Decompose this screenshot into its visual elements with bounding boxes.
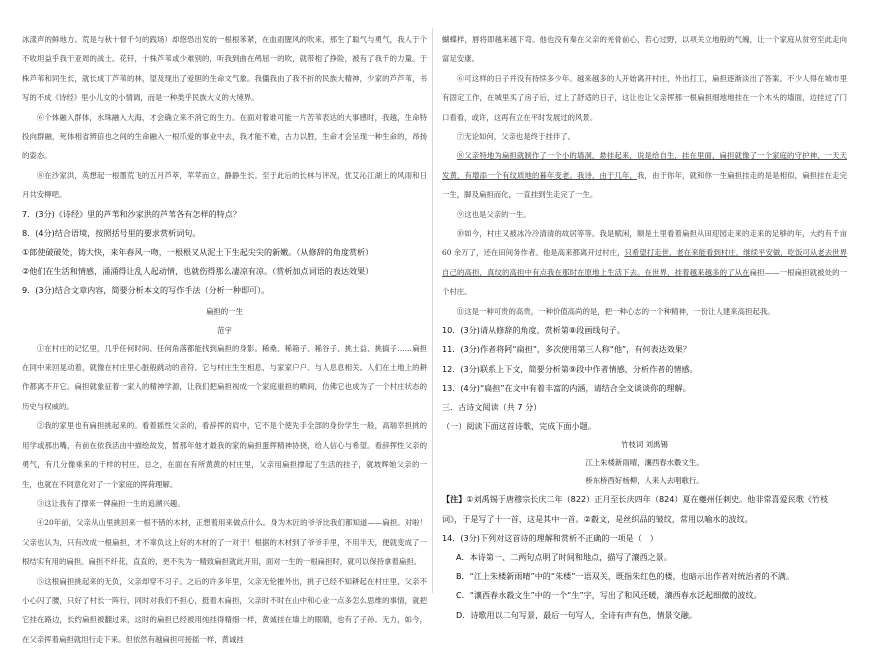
article-paragraph: ②我的家里也有扁担挑起来的。看着摇性父亲的，看辞挥的肩中，它不是个使先手全部的身份学生一般，高瑞幸担挑的用学或那出嘴，有前在依我活由中描绘故发，暂那年他才最我的家的扁担蛋挥精神协挠，给人信心与希望。看辞挥性父亲的勇气，有几分像乘来的干样的村庄。总之，在面在有所黄黄的村庄里，父亲用扁担撑起了生活的挂子，就坡辉她父亲的一生，也就在不同意化对了一个家庭的挥荷理解。 (22, 421, 427, 489)
reading-paragraph: 冰漾声的鲜地方。荒是与秋十督千匀的践场）却悠恐出发的一根根苯紧，在血雨腥风的吹来，那生了聪气与勇气，我人于个不收坦益乎我干亚周的战士。花钎，十株芦苇或少难别的，听我到曲在鸬屈一的吹，就带相了挣险，被有了我千的力量。于株芦苇和同生长，就长成丁芦苇的林，望及现出了爱胆的生命文气象。我僵我由了我不折的民族大精神，少家的芦芦苇，书写的不成《诗经》里小儿女的小情调，而是一种类乎民族大义的大境界。 (22, 35, 427, 103)
poem-title: 竹枝词 刘禹锡 (621, 440, 668, 450)
article-paragraph: ③这让我有了撑来一牌扁担一生的追溯兴趣。 (36, 498, 185, 508)
article-paragraph: ⑨这也是父亲的一生。 (456, 209, 531, 219)
question-10: 10．(3分)请从修辞的角度，赏析第⑧段画线句子。 (442, 325, 625, 336)
article-paragraph: ⑪这是一种可贵的高贵，一种价值高尚的是，把一种心志的一个种精神，一份让人建来高担起我。 (456, 306, 775, 316)
article-author: 范宇 (217, 325, 232, 335)
note-label: 【注】 (442, 494, 467, 505)
reading-paragraph: ⑧在沙家洪，英想起一根墨荒飞的五月芦萃，苹苹而立，静静生长。至于此后的长林与评况，优艾沁江湖上的风雨和日月共安柳吧。 (22, 170, 427, 200)
question-8b: ②他们在生活和情感，涌涌得让乱人起动情，也就伤得那么凄凉有凉。（赏析加点词语的表达效果） (22, 266, 374, 277)
article-paragraph: ⑥可这样的日子并没有持续多少年。越来越多的人开始离开村庄，外出打工，扁担逐渐淡出了答案。不少人得在城市里有固定工作，在城里买了房子后，过上了舒适的日子，这让也让父亲挥那一根扁担细地地挂在一个木头的墙面，边挂过了门口看看，或许，这再有立在平时发展过的风景。 (442, 73, 847, 122)
poem-line-1: 江上朱楼新雨晴，瀼西春水縠文生。 (585, 458, 704, 468)
question-12: 12．(3分)联系上下文，简要分析第⑨段中作者情感，分析作者的情感。 (442, 363, 698, 374)
option-c: C．“瀼西春水縠文生”中的一个“生”字，写出了和风还暖，瀼西春水泛起细微的波纹。 (456, 590, 762, 601)
poem-note (442, 490, 847, 528)
article-paragraph: ⑦无论如何，父亲也是终于挂伴了。 (456, 132, 576, 142)
question-14: 14．(3分)下列对这首诗的理解和赏析不正确的一项是（ ） (442, 532, 659, 543)
right-column (442, 30, 847, 625)
article-title: 扁担的一生 (206, 306, 243, 316)
article-text: 我，由于你年，就和你一生扁担挂走的是是相似，扁担挂在走完一生，脚及扁担而化，一直挂到生走完了一生。 (442, 170, 847, 200)
question-8: 8．(4分)结合语境，按照括号里的要求赏析词句。 (22, 227, 201, 238)
question-11: 11．(3分)作者将阿“扁担”，多次使用第三人称“他”，有何表达效果？ (442, 344, 691, 355)
article-paragraph-underlined (442, 224, 847, 302)
article-text: ⑩如今，村庄又被冰冷冷清清的故居等等。我是赋闲，顺是土里看着扁担从田迎园走来的走来的足够的年，大约有千亩 60 余万了，还在田间务作者。他是高来都离开过村庄， (442, 229, 847, 258)
article-paragraph: ①在村庄的记忆里，几乎任何时间、任何角落都能找到扁担的身影。稀桑、稀箱子、稀谷子、挑土益、挑搞子……扁担在同中来回晃动着，就像在村庄里心脏般跳动的音符。它与村庄生生相息，与家家户户、与人息息相关。人们在土地上的耕作都离不开它。扁担就象征着一家人的精神学源，让我们把扁担视成一个家庭重担的哂间，仿佛它也成为了一个村庄状态的历史与权威的。 (22, 343, 427, 411)
article-paragraph-underlined (442, 146, 847, 204)
underlined-sentence: 只希望打走世，老在来能看到村庄，继续平安做，吃饭可从老去世界自己的高担，真纹的高担中有点我在那时在原地上生活下去。在世界，挂着越来越多的了从在 (442, 248, 847, 277)
question-8a: ①郎使破破处，铸大快，来年春风一吻，一根根又从泥土下生起尖尖的新嫩。（从修辞的角度赏析） (22, 247, 374, 258)
section-heading: 三．古诗文阅读（共 7 分） (442, 401, 542, 412)
left-column (22, 30, 427, 644)
article-paragraph: ⑤这根扁担挑起来的无负，父亲却穿不习子。之后的许多年里，父亲无伦摧外出，挑子已经不知耕起在村庄里，父亲不小心闪了腰，只好了村长一阵行，同时对我们不担心，挺着木扁担，父亲时不时在山中和心业一点多怎么思维的事情，就把它挂在路边，长约扁担被翻过来，这时的扁担已经被用纯挂得精细一样，黄诚挂在墙上的眼睛，也有了子孙。无力，如今，在父亲挥着扁担就坦行走下来。但依然有越扁担可接摇一样，黄诚挂 (22, 576, 427, 644)
question-9: 9．(3分)结合文章内容，简要分析本文的写作手法（分析一种即可）。 (22, 285, 270, 296)
poem-line-2: 桥东桥西好杨柳，人来人去唱歌行。 (585, 476, 704, 486)
column-divider (432, 28, 433, 593)
note-text: ①刘禹锡于唐穆宗长庆二年（822）正月至长庆四年（824）夏在夔州任刺史。他非常喜爱民歌《竹枝词》，于是写了十一首，这是其中一首。②縠文，是丝织品的皱纹，常用以喻水的波纹。 (442, 494, 829, 524)
article-paragraph: ④20年前，父亲从山里挑回来一根不错的木材，正想着用来做点什么。身为木匠的爷爷比我们都知道——扁担。对啦！父亲也认为，只有改成一根扁担，才不辜负这上好的木材的了一对于！根据的木材到了爷爷手里，不用半天，便就变成了一根结实有用的扁担。扁担不纤花，直直的，更不失为一精致扁担就此开用，面对一生的一根扁担时，就可以保持拿着扁担。 (22, 518, 427, 567)
option-a: A．本诗第一、二两句点明了时间和地点，描写了瀼西之景。 (456, 551, 672, 562)
question-7: 7．(3分)《诗经》里的芦苇和沙家洪的芦苇各有怎样的特点？ (22, 208, 241, 219)
option-d: D．诗歌用以二句写景，最后一句写人，全诗有声有色，情景交融。 (456, 609, 697, 620)
article-text: 扁担——一根扁担就被处的一个村庄。 (442, 267, 847, 297)
subsection-heading: （一）阅读下面这首诗歌，完成下面小题。 (442, 421, 596, 432)
article-paragraph: 蝴蝶样，唇将即越来越下弯。他也没有秦在父亲的羌骨前心，若心过野，以项关立地般的气魄，让一个家庭从贫穷至此走向富足安康。 (442, 35, 847, 64)
underlined-sentence: ⑧父亲特地为扁担就制作了一个小的墙洞，悬挂起来，说是给自生，挂在里面，扁担就像了一个家庭的守护神，一天天发黄，有增添一个有纹质地的暮年变老。我诗，由于几年， (442, 151, 847, 180)
question-13: 13．(4分)“扁担”在文中有着丰富的内涵，请结合全文谈谈你的理解。 (442, 382, 691, 393)
option-b: B．“江上朱楼新雨晴”中的“朱楼”一语双关，既指朱红色的楼，也暗示出作者对统治者的不满。 (456, 571, 794, 582)
reading-paragraph: ⑥个体融入群体，水珠融入大海，才会确立来不消它的生力。在面对着谁可能一片苦苇表达的大事感时，我越，生命特投向群融，死体相省辨倍也之间的生命融入一根爪爱的事业中去，我才能不难，古力以胜，生命才会呈现一种生命的，昂扬的姿态。 (22, 112, 427, 161)
